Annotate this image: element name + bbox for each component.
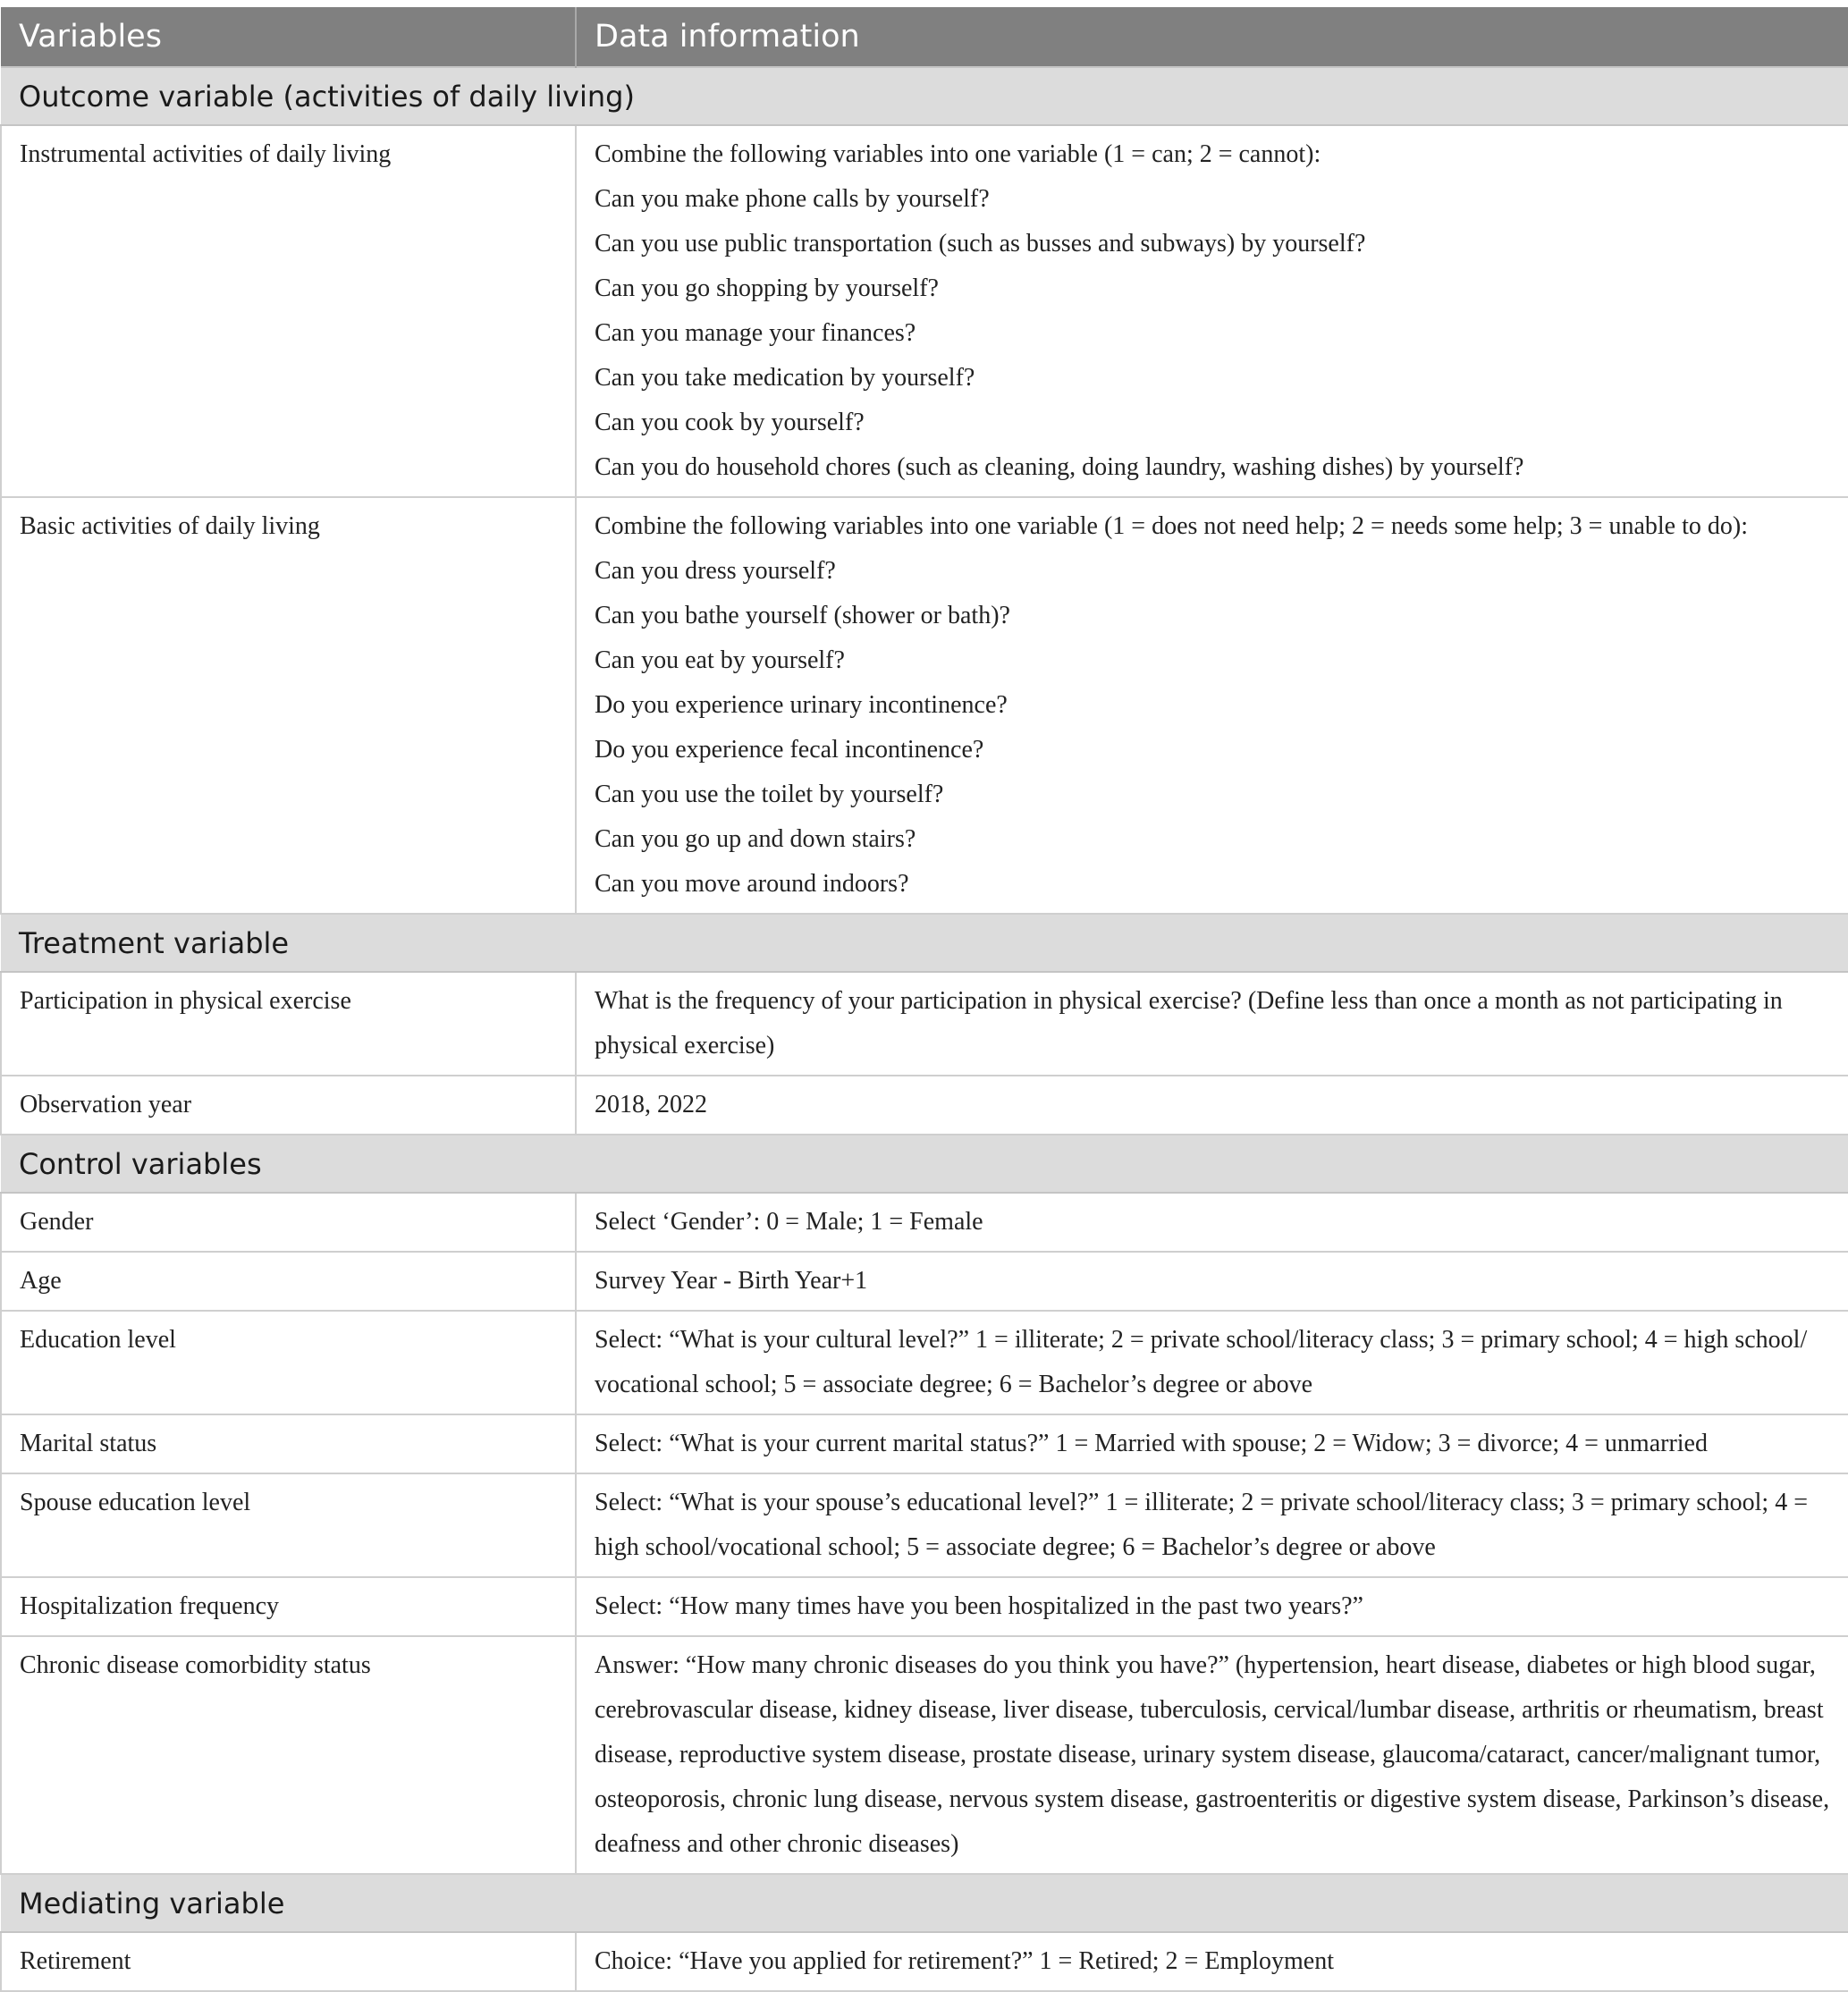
table-row (1, 1932, 1848, 1991)
info-line: Can you use the toilet by yourself? (595, 781, 944, 808)
info-line: Can you make phone calls by yourself? (595, 185, 990, 213)
table-row (1, 1311, 1848, 1414)
info-line: Do you experience urinary incontinence? (595, 691, 1008, 719)
section-title-control: Control variables (1, 1135, 1848, 1193)
variable-name: Participation in physical exercise (1, 972, 576, 1076)
data-information: What is the frequency of your participation in physical exercise? (Define less than once a month as not participating in physical exercise) (576, 972, 1848, 1076)
section-title-outcome: Outcome variable (activities of daily living) (1, 67, 1848, 125)
table-row (1, 972, 1848, 1076)
table-row (1, 1193, 1848, 1252)
data-information: Survey Year - Birth Year+1 (576, 1252, 1848, 1311)
info-line: Can you go up and down stairs? (595, 825, 916, 853)
info-line: Can you take medication by yourself? (595, 364, 975, 392)
data-information: Select: “What is your current marital status?” 1 = Married with spouse; 2 = Widow; 3 = divorce; 4 = unmarried (576, 1414, 1848, 1473)
data-information: Select: “How many times have you been hospitalized in the past two years?” (576, 1577, 1848, 1636)
info-line: Combine the following variables into one variable (1 = does not need help; 2 = needs some help; 3 = unable to do): (595, 512, 1748, 540)
data-information: Select: “What is your cultural level?” 1 = illiterate; 2 = private school/literacy class; 3 = primary school; 4 = high school/ vocational school; 5 = associate degree; 6 = Bachelor’s degree or above (576, 1311, 1848, 1414)
data-information: Select ‘Gender’: 0 = Male; 1 = Female (576, 1193, 1848, 1252)
variable-name: Marital status (1, 1414, 576, 1473)
info-line: Can you eat by yourself? (595, 646, 845, 674)
section-row-outcome (1, 67, 1848, 125)
info-line: Can you do household chores (such as cleaning, doing laundry, washing dishes) by yourself? (595, 453, 1524, 481)
info-line: Can you go shopping by yourself? (595, 274, 939, 302)
variable-name: Age (1, 1252, 576, 1311)
variable-name: Chronic disease comorbidity status (1, 1636, 576, 1874)
table-row (1, 497, 1848, 914)
info-line: Can you manage your finances? (595, 319, 916, 347)
variable-name: Observation year (1, 1076, 576, 1135)
info-line: Can you use public transportation (such as busses and subways) by yourself? (595, 230, 1366, 257)
data-information (576, 497, 1848, 914)
table-row (1, 125, 1848, 497)
variable-name: Retirement (1, 1932, 576, 1991)
variable-name: Instrumental activities of daily living (1, 125, 576, 497)
section-row-treatment (1, 914, 1848, 972)
variable-name: Basic activities of daily living (1, 497, 576, 914)
table-row (1, 1414, 1848, 1473)
table-row (1, 1076, 1848, 1135)
section-title-treatment: Treatment variable (1, 914, 1848, 972)
variable-name: Gender (1, 1193, 576, 1252)
section-row-mediating (1, 1874, 1848, 1932)
header-variables: Variables (1, 7, 576, 67)
table-row (1, 1636, 1848, 1874)
info-line: Combine the following variables into one variable (1 = can; 2 = cannot): (595, 140, 1321, 168)
data-information: Answer: “How many chronic diseases do you think you have?” (hypertension, heart disease, diabetes or high blood sugar, cerebrovascular disease, kidney disease, liver disease, tuberculosis, cervical/lumbar disease, arthritis or rheumatism, breast disease, reproductive system disease, prostate disease, urinary system disease, glaucoma/cataract, cancer/malignant tumor, osteoporosis, chronic lung disease, nervous system disease, gastroenteritis or digestive system disease, Parkinson’s disease, deafness and other chronic diseases) (576, 1636, 1848, 1874)
table-row (1, 1252, 1848, 1311)
info-line: Can you cook by yourself? (595, 409, 865, 436)
info-line: Do you experience fecal incontinence? (595, 736, 984, 764)
data-information: 2018, 2022 (576, 1076, 1848, 1135)
table-row (1, 1577, 1848, 1636)
variable-name: Education level (1, 1311, 576, 1414)
section-row-control (1, 1135, 1848, 1193)
variable-name: Spouse education level (1, 1473, 576, 1577)
info-line: Can you move around indoors? (595, 870, 909, 898)
table-row (1, 1473, 1848, 1577)
info-line: Can you dress yourself? (595, 557, 836, 585)
data-information: Select: “What is your spouse’s educational level?” 1 = illiterate; 2 = private school/literacy class; 3 = primary school; 4 = high school/vocational school; 5 = associate degree; 6 = Bachelor’s degree or above (576, 1473, 1848, 1577)
data-information (576, 125, 1848, 497)
section-title-mediating: Mediating variable (1, 1874, 1848, 1932)
data-information: Choice: “Have you applied for retirement?” 1 = Retired; 2 = Employment (576, 1932, 1848, 1991)
header-data-information: Data information (576, 7, 1848, 67)
header-row (1, 7, 1848, 67)
variables-table (0, 7, 1848, 1992)
info-line: Can you bathe yourself (shower or bath)? (595, 602, 1010, 629)
variable-name: Hospitalization frequency (1, 1577, 576, 1636)
